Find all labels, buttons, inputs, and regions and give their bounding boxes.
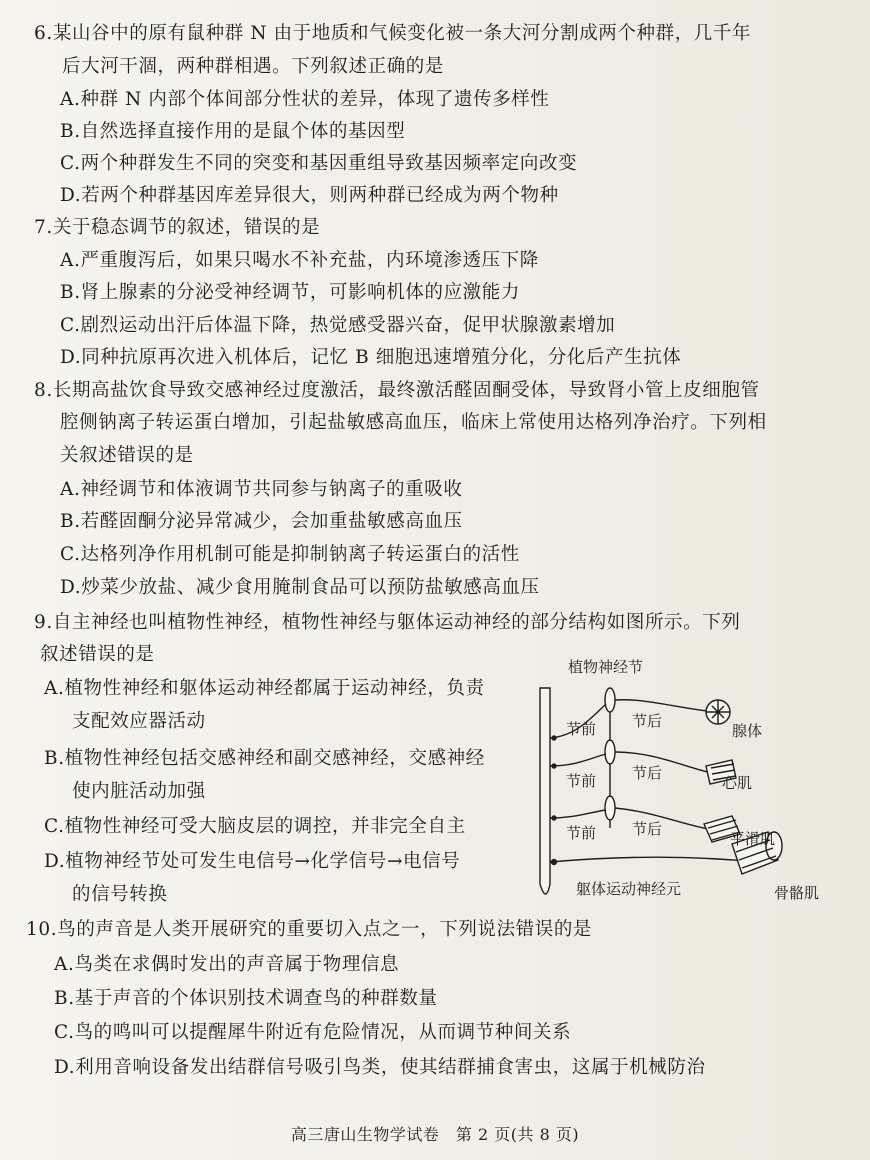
q10-option-d: D.利用音响设备发出结群信号吸引鸟类，使其结群捕食害虫，这属于机械防治	[54, 1057, 706, 1078]
q6-option-a: A.种群 N 内部个体间部分性状的差异，体现了遗传多样性	[60, 89, 550, 110]
q7-option-b: B.肾上腺素的分泌受神经调节，可影响机体的应激能力	[60, 282, 520, 303]
ganglion-label: 植物神经节	[568, 658, 644, 676]
q6-option-d: D.若两个种群基因库差异很大，则两种群已经成为两个物种	[60, 185, 559, 206]
q8-option-a: A.神经调节和体液调节共同参与钠离子的重吸收	[60, 479, 463, 500]
smooth-muscle-label: 平滑肌	[730, 830, 776, 848]
q10-option-c: C.鸟的鸣叫可以提醒犀牛附近有危险情况，从而调节种间关系	[54, 1022, 572, 1043]
q6-option-b: B.自然选择直接作用的是鼠个体的基因型	[60, 121, 406, 142]
q9-stem-line1: 9.自主神经也叫植物性神经，植物性神经与躯体运动神经的部分结构如图所示。下列	[34, 612, 741, 633]
q10-option-b: B.基于声音的个体识别技术调查鸟的种群数量	[54, 988, 438, 1009]
skeletal-muscle-label: 骨骼肌	[774, 884, 820, 902]
q9-option-c: C.植物性神经可受大脑皮层的调控，并非完全自主	[44, 816, 466, 837]
q8-stem-line1: 8.长期高盐饮食导致交感神经过度激活，最终激活醛固酮受体，导致肾小管上皮细胞管	[34, 380, 760, 401]
q7-option-d: D.同种抗原再次进入机体后，记忆 B 细胞迅速增殖分化，分化后产生抗体	[60, 347, 682, 368]
nervous-system-figure	[536, 648, 866, 910]
q6-stem-line2: 后大河干涸，两种群相遇。下列叙述正确的是	[62, 56, 445, 77]
post-label-3: 节后	[632, 820, 663, 838]
q7-option-a: A.严重腹泻后，如果只喝水不补充盐，内环境渗透压下降	[60, 250, 539, 271]
q9-option-d-cont: 的信号转换	[72, 884, 168, 905]
q8-stem-line2: 腔侧钠离子转运蛋白增加，引起盐敏感高血压，临床上常使用达格列净治疗。下列相	[60, 412, 767, 433]
q6-stem-line1: 6.某山谷中的原有鼠种群 N 由于地质和气候变化被一条大河分割成两个种群，几千年	[34, 23, 752, 44]
somatic-neuron-label: 躯体运动神经元	[576, 880, 682, 898]
q8-option-d: D.炒菜少放盐、减少食用腌制食品可以预防盐敏感高血压	[60, 577, 540, 598]
pre-label-3: 节前	[566, 824, 597, 842]
q7-stem: 7.关于稳态调节的叙述，错误的是	[34, 217, 321, 238]
q9-option-b-cont: 使内脏活动加强	[72, 781, 206, 802]
q9-option-a-cont: 支配效应器活动	[72, 711, 206, 732]
page-footer: 高三唐山生物学试卷 第 2 页(共 8 页)	[290, 1125, 580, 1144]
q7-option-c: C.剧烈运动出汗后体温下降，热觉感受器兴奋，促甲状腺激素增加	[60, 315, 616, 336]
q9-stem-line2: 叙述错误的是	[40, 644, 155, 665]
q8-option-b: B.若醛固酮分泌异常减少，会加重盐敏感高血压	[60, 511, 463, 532]
ganglion-1	[605, 688, 615, 712]
ganglion-2	[605, 740, 615, 764]
pre-label-1: 节前	[566, 720, 597, 738]
q10-option-a: A.鸟类在求偶时发出的声音属于物理信息	[54, 954, 400, 975]
post-label-2: 节后	[632, 764, 663, 782]
q10-stem: 10.鸟的声音是人类开展研究的重要切入点之一，下列说法错误的是	[26, 919, 593, 940]
heart-label: 心肌	[722, 774, 753, 792]
pre-label-2: 节前	[566, 772, 597, 790]
q6-option-c: C.两个种群发生不同的突变和基因重组导致基因频率定向改变	[60, 153, 578, 174]
q9-option-b: B.植物性神经包括交感神经和副交感神经，交感神经	[44, 748, 485, 769]
post-label-1: 节后	[632, 712, 663, 730]
q9-option-d: D.植物神经节处可发生电信号→化学信号→电信号	[44, 851, 461, 872]
q8-option-c: C.达格列净作用机制可能是抑制钠离子转运蛋白的活性	[60, 544, 520, 565]
ganglion-3	[605, 796, 615, 820]
gland-label: 腺体	[732, 722, 763, 740]
q9-option-a: A.植物性神经和躯体运动神经都属于运动神经，负责	[44, 678, 485, 699]
q8-stem-line3: 关叙述错误的是	[60, 445, 194, 466]
gland-icon	[706, 700, 730, 724]
spinal-cord	[540, 688, 550, 894]
